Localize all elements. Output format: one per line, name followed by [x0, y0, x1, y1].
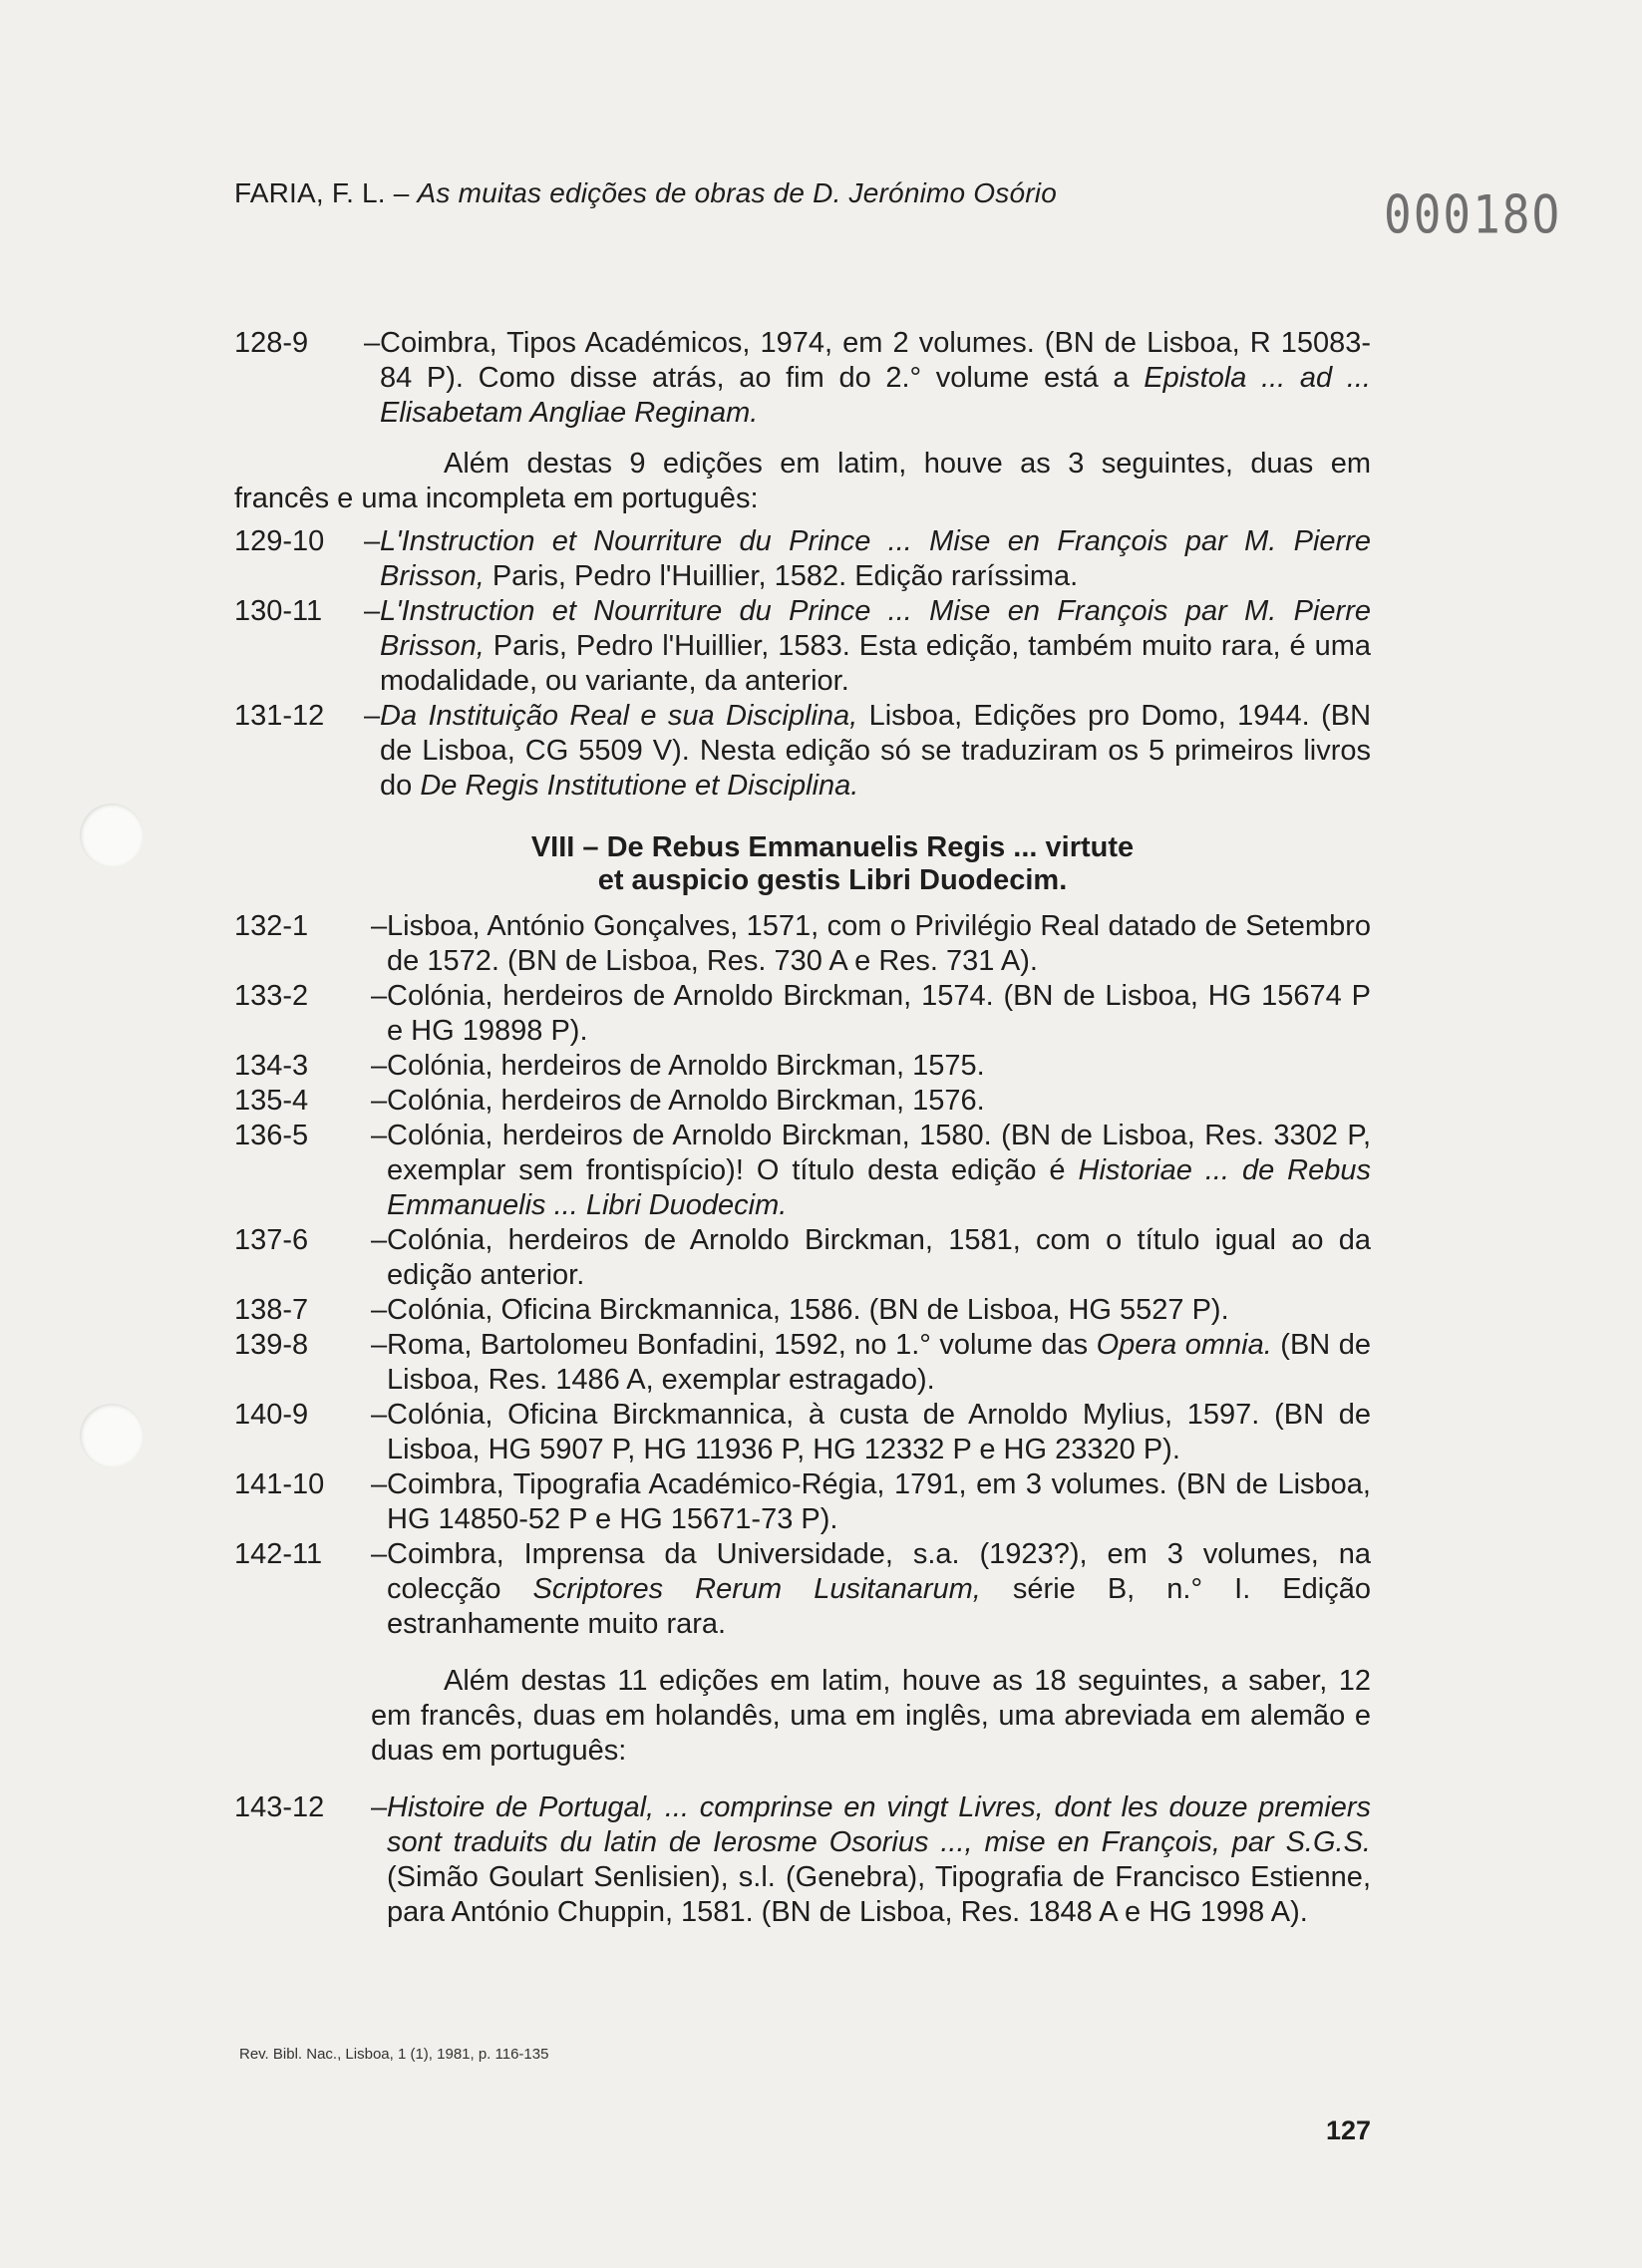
entry-number: 134-3: [234, 1050, 309, 1082]
body-text: [234, 326, 1371, 1930]
entry-text: Colónia, herdeiros de Arnoldo Birckman, 1575.: [387, 1050, 985, 1082]
bibliography-entry: 128-9 – Coimbra, Tipos Académicos, 1974, em 2 volumes. (BN de Lisboa, R 15083-84 P). Como disse atrás, ao fim do 2.° volume está a Epistola ... ad ... Elisabetam Angliae Reginam.: [234, 327, 1371, 429]
entry-text: Roma, Bartolomeu Bonfadini, 1592, no 1.° volume das Opera omnia. (BN de Lisboa, Res. 1486 A, exemplar estragado).: [387, 1329, 1372, 1396]
entry-number: 138-7: [234, 1294, 309, 1326]
entry-text: Colónia, Oficina Birckmannica, à custa de Arnoldo Mylius, 1597. (BN de Lisboa, HG 5907 P, HG 11936 P, HG 12332 P e HG 23320 P).: [387, 1399, 1371, 1465]
entry-number: 133-2: [234, 980, 309, 1012]
bibliography-entry: 138-7 – Colónia, Oficina Birckmannica, 1586. (BN de Lisboa, HG 5527 P).: [234, 1293, 1371, 1328]
section-heading: VIII – De Rebus Emmanuelis Regis ... virtute et auspicio gestis Libri Duodecim.: [530, 831, 1135, 896]
entry-number: 135-4: [234, 1085, 309, 1117]
entry-text: Coimbra, Imprensa da Universidade, s.a. (1923?), em 3 volumes, na colecção Scriptores Rerum Lusitanarum, série B, n.° I. Edição estranhamente muito rara.: [387, 1538, 1371, 1640]
bibliography-entry: 130-11 – L'Instruction et Nourriture du Prince ... Mise en François par M. Pierre Brisson, Paris, Pedro l'Huillier, 1583. Esta edição, também muito rara, é uma modalidade, ou variante, da anterior.: [234, 595, 1372, 697]
header-title: As muitas edições de obras de D. Jerónimo Osório: [417, 177, 1057, 208]
entry-text: Colónia, herdeiros de Arnoldo Birckman, 1576.: [387, 1085, 985, 1117]
bibliography-entry: 132-1 – Lisboa, António Gonçalves, 1571, com o Privilégio Real datado de Setembro de 1572. (BN de Lisboa, Res. 730 A e Res. 731 A).: [234, 910, 1371, 977]
entry-text: Coimbra, Tipografia Académico-Régia, 1791, em 3 volumes. (BN de Lisboa, HG 14850-52 P e HG 15671-73 P).: [387, 1468, 1371, 1535]
entry-text: Histoire de Portugal, ... comprinse en vingt Livres, dont les douze premiers sont traduits du latin de Ierosme Osorius ..., mise en François, par S.G.S. (Simão Goulart Senlisien), s.l. (Genebra), Tipografia de Francisco Estienne, para António Chuppin, 1581. (BN de Lisboa, Res. 1848 A e HG 1998 A).: [387, 1791, 1371, 1928]
entry-number: 141-10: [234, 1468, 325, 1500]
entry-text: Coimbra, Tipos Académicos, 1974, em 2 volumes. (BN de Lisboa, R 15083-84 P). Como disse atrás, ao fim do 2.° volume está a Epistola ... ad ... Elisabetam Angliae Reginam.: [380, 327, 1371, 429]
entry-number: 132-1: [234, 910, 309, 942]
entry-number: 142-11: [234, 1538, 323, 1570]
entry-text: L'Instruction et Nourriture du Prince ... Mise en François par M. Pierre Brisson, Paris, Pedro l'Huillier, 1583. Esta edição, também muito rara, é uma modalidade, ou variante, da anterior.: [380, 595, 1372, 697]
bibliography-entry: 135-4 – Colónia, herdeiros de Arnoldo Birckman, 1576.: [234, 1084, 1371, 1119]
entry-number: 143-12: [234, 1791, 325, 1823]
entry-text: Lisboa, António Gonçalves, 1571, com o Privilégio Real datado de Setembro de 1572. (BN de Lisboa, Res. 730 A e Res. 731 A).: [387, 910, 1371, 977]
entry-text: Colónia, herdeiros de Arnoldo Birckman, 1574. (BN de Lisboa, HG 15674 P e HG 19898 P).: [387, 980, 1371, 1047]
paragraph: Além destas 11 edições em latim, houve as 18 seguintes, a saber, 12 em francês, duas em holandês, uma em inglês, uma abreviada em alemão e duas em português:: [371, 1665, 1371, 1767]
entry-text: Da Instituição Real e sua Disciplina, Lisboa, Edições pro Domo, 1944. (BN de Lisboa, CG 5509 V). Nesta edição só se traduziram os 5 primeiros livros do De Regis Institutione et Disciplina.: [380, 700, 1372, 802]
bibliography-entry: 141-10 – Coimbra, Tipografia Académico-Régia, 1791, em 3 volumes. (BN de Lisboa, HG 14850-52 P e HG 15671-73 P).: [234, 1468, 1371, 1535]
entry-number: 136-5: [234, 1120, 309, 1151]
entry-number: 130-11: [234, 595, 323, 627]
paragraph: Além destas 9 edições em latim, houve as 3 seguintes, duas em francês e uma incompleta em português:: [234, 448, 1371, 514]
archive-stamp: 00018O: [1384, 182, 1562, 246]
entry-text: Colónia, Oficina Birckmannica, 1586. (BN de Lisboa, HG 5527 P).: [387, 1294, 1229, 1326]
punch-hole: [80, 804, 144, 867]
entry-number: 129-10: [234, 525, 325, 557]
entry-text: L'Instruction et Nourriture du Prince ... Mise en François par M. Pierre Brisson, Paris, Pedro l'Huillier, 1582. Edição raríssima.: [380, 525, 1371, 592]
entry-number: 139-8: [234, 1329, 309, 1361]
bibliography-entry: 142-11 – Coimbra, Imprensa da Universidade, s.a. (1923?), em 3 volumes, na colecção Scriptores Rerum Lusitanarum, série B, n.° I. Edição estranhamente muito rara.: [234, 1538, 1371, 1640]
citation-footer: Rev. Bibl. Nac., Lisboa, 1 (1), 1981, p. 116-135: [239, 2046, 549, 2063]
entry-number: 128-9: [234, 327, 309, 359]
bibliography-entry: 136-5 – Colónia, herdeiros de Arnoldo Birckman, 1580. (BN de Lisboa, Res. 3302 P, exemplar sem frontispício)! O título desta edição é Historiae ... de Rebus Emmanuelis ... Libri Duodecim.: [234, 1120, 1372, 1221]
entry-number: 140-9: [234, 1399, 309, 1431]
entry-text: Colónia, herdeiros de Arnoldo Birckman, 1581, com o título igual ao da edição anterior.: [387, 1224, 1371, 1291]
bibliography-entry: 129-10 – L'Instruction et Nourriture du Prince ... Mise en François par M. Pierre Brisson, Paris, Pedro l'Huillier, 1582. Edição raríssima.: [234, 525, 1371, 592]
bibliography-entry: 140-9 – Colónia, Oficina Birckmannica, à custa de Arnoldo Mylius, 1597. (BN de Lisboa, HG 5907 P, HG 11936 P, HG 12332 P e HG 23320 P).: [234, 1399, 1371, 1465]
page-number: 127: [1326, 2115, 1372, 2145]
bibliography-entry: 133-2 – Colónia, herdeiros de Arnoldo Birckman, 1574. (BN de Lisboa, HG 15674 P e HG 19898 P).: [234, 980, 1371, 1047]
bibliography-entry: 134-3 – Colónia, herdeiros de Arnoldo Birckman, 1575.: [234, 1049, 1371, 1084]
bibliography-entry: 143-12 – Histoire de Portugal, ... comprinse en vingt Livres, dont les douze premiers sont traduits du latin de Ierosme Osorius ..., mise en François, par S.G.S. (Simão Goulart Senlisien), s.l. (Genebra), Tipografia de Francisco Estienne, para António Chuppin, 1581. (BN de Lisboa, Res. 1848 A e HG 1998 A).: [234, 1791, 1371, 1928]
header-author: FARIA, F. L. –: [234, 177, 410, 208]
entry-number: 137-6: [234, 1224, 309, 1256]
entry-text: Colónia, herdeiros de Arnoldo Birckman, 1580. (BN de Lisboa, Res. 3302 P, exemplar sem frontispício)! O título desta edição é Historiae ... de Rebus Emmanuelis ... Libri Duodecim.: [387, 1120, 1372, 1221]
bibliography-entry: 131-12 – Da Instituição Real e sua Disciplina, Lisboa, Edições pro Domo, 1944. (BN de Lisboa, CG 5509 V). Nesta edição só se traduziram os 5 primeiros livros do De Regis Institutione et Disciplina.: [234, 700, 1372, 802]
bibliography-entry: 139-8 – Roma, Bartolomeu Bonfadini, 1592, no 1.° volume das Opera omnia. (BN de Lisboa, Res. 1486 A, exemplar estragado).: [234, 1329, 1372, 1396]
punch-hole: [80, 1404, 144, 1467]
bibliography-entry: 137-6 – Colónia, herdeiros de Arnoldo Birckman, 1581, com o título igual ao da edição anterior.: [234, 1224, 1371, 1291]
running-header: [234, 177, 1057, 209]
entry-number: 131-12: [234, 700, 325, 732]
